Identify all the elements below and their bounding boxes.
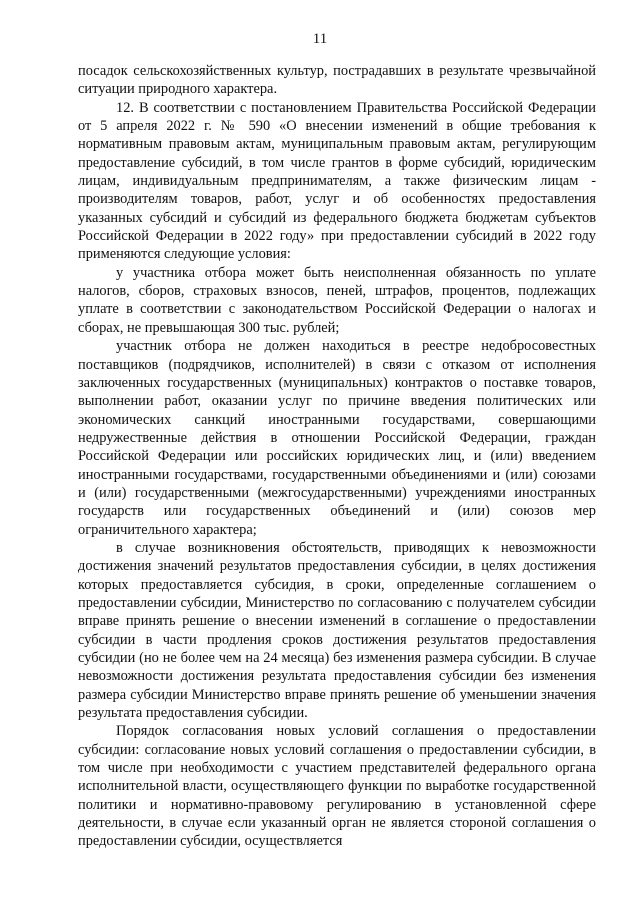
document-body <box>78 62 596 851</box>
paragraph-tax-debt-condition: у участника отбора может быть неисполненная обязанность по уплате налогов, сборов, страховых взносов, пеней, штрафов, процентов, подлежащих уплате в соответствии с законодательством Российской Федерации о налогах и сборах, не превышающая 300 тыс. рублей; <box>78 264 596 336</box>
paragraph-registry-condition: участник отбора не должен находиться в реестре недобросовестных поставщиков (подрядчиков, исполнителей) в связи с отказом от исполнения заключенных государственных (муниципальных) контрактов о поставке товаров, выполнении работ, оказании услуг по причине введения политических или экономических санкций иностранными государствами, совершающими недружественные действия в отношении Российской Федерации, граждан Российской Федерации или российских юридических лиц, и (или) введением иностранными государствами, государственными объединениями и (или) союзами и (или) государственными (межгосударственными) учреждениями иностранных государств или государственных объединений и (или) союзов мер ограничительного характера; <box>78 338 596 538</box>
page-number: 11 <box>312 31 328 47</box>
paragraph-circumstances-condition: в случае возникновения обстоятельств, приводящих к невозможности достижения значений результатов предоставления субсидии, в целях достижения которых предоставляется субсидия, в сроки, определенные соглашением о предоставлении субсидии, Министерство по согласованию с получателем субсидии вправе принять решение о внесении изменений в соглашение о предоставлении субсидии в части продления сроков достижения результатов предоставления субсидии (но не более чем на 24 месяца) без изменения размера субсидии. В случае невозможности достижения результата предоставления субсидии без изменения размера субсидии Министерство вправе принять решение об уменьшении значения результата предоставления субсидии. <box>78 539 596 722</box>
paragraph-item-12: 12. В соответствии с постановлением Правительства Российской Федерации от 5 апреля 2022 г. № 590 «О внесении изменений в общие требования к нормативным правовым актам, муниципальным правовым актам, регулирующим предоставление субсидий, в том числе грантов в форме субсидий, юридическим лицам, индивидуальным предпринимателям, а также физическим лицам - производителям товаров, работ, услуг и об особенностях предоставления указанных субсидий и субсидий из федерального бюджета бюджетам субъектов Российской Федерации в 2022 году» при предоставлении субсидий в 2022 году применяются следующие условия: <box>78 99 596 263</box>
paragraph-continuation: посадок сельскохозяйственных культур, пострадавших в результате чрезвычайной ситуации природного характера. <box>78 63 596 98</box>
paragraph-approval-procedure: Порядок согласования новых условий соглашения о предоставлении субсидии: согласование новых условий соглашения о предоставлении субсидии, в том числе при необходимости с участием представителей федерального органа исполнительной власти, осуществляющего функции по выработке государственной политики и нормативно-правовому регулированию в установленной сфере деятельности, в случае если указанный орган не является стороной соглашения о предоставлении субсидии, осуществляется <box>78 723 596 850</box>
